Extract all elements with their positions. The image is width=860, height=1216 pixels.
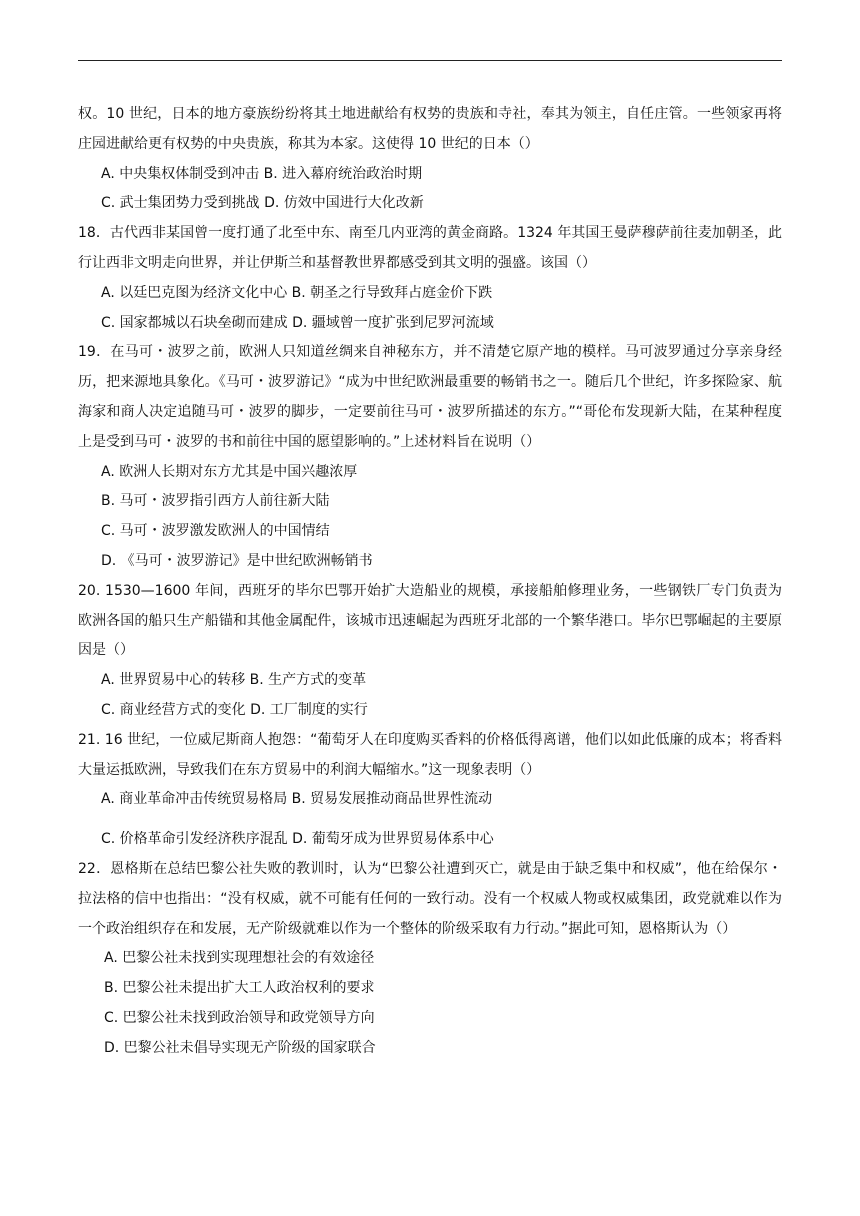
option-line: C. 巴黎公社未找到政治领导和政党领导方向	[104, 1009, 375, 1026]
option-line: A. 欧洲人长期对东方尤其是中国兴趣浓厚	[101, 463, 358, 480]
option-line: D. 《马可・波罗游记》是中世纪欧洲畅销书	[101, 552, 373, 569]
question-22-text: 22．恩格斯在总结巴黎公社失败的教训时，认为“巴黎公社遭到灭亡，就是由于缺乏集中和权威”，他在给保尔・拉法格的信中也指出：“没有权威，就不可能有任何的一致行动。没有一个权威人物或权威集团，政党就难以作为一个政治组织存在和发展，无产阶级就难以作为一个整体的阶级采取有力行动。”据此可知，恩格斯认为（）	[78, 860, 782, 937]
option-line: C. 商业经营方式的变化 D. 工厂制度的实行	[101, 701, 368, 718]
option-line: A. 商业革命冲击传统贸易格局 B. 贸易发展推动商品世界性流动	[101, 791, 493, 808]
question-18-text: 18．古代西非某国曾一度打通了北至中东、南至几内亚湾的黄金商路。1324 年其国王曼萨穆萨前往麦加朝圣，此行让西非文明走向世界，并让伊斯兰和基督教世界都感受到其文明的强盛。该国（）	[78, 225, 782, 271]
exam-page-content	[78, 100, 782, 1064]
option-line: D. 巴黎公社未倡导实现无产阶级的国家联合	[104, 1039, 376, 1056]
question-21-text: 21. 16 世纪，一位威尼斯商人抱怨：“葡萄牙人在印度购买香料的价格低得离谱，他们以如此低廉的成本；将香料大量运抵欧洲，导致我们在东方贸易中的利润大幅缩水。”这一现象表明（）	[78, 731, 782, 778]
option-line: C. 武士集团势力受到挑战 D. 仿效中国进行大化改新	[101, 195, 424, 212]
question-20-text: 20. 1530—1600 年间，西班牙的毕尔巴鄂开始扩大造船业的规模，承接船舶修理业务，一些钢铁厂专门负责为欧洲各国的船只生产船锚和其他金属配件，该城市迅速崛起为西班牙北部的一个繁华港口。毕尔巴鄂崛起的主要原因是（）	[78, 582, 782, 659]
header-rule	[78, 60, 782, 61]
question-continuation-text: 权。10 世纪，日本的地方豪族纷纷将其土地进献给有权势的贵族和寺社，奉其为领主，自任庄管。一些领家再将庄园进献给更有权势的中央贵族，称其为本家。这使得 10 世纪的日本（）	[78, 106, 782, 152]
option-line: A. 世界贸易中心的转移 B. 生产方式的变革	[101, 672, 367, 689]
option-line: A. 巴黎公社未找到实现理想社会的有效途径	[104, 950, 375, 967]
option-line: A. 中央集权体制受到冲击 B. 进入幕府统治政治时期	[101, 165, 423, 182]
option-line: C. 国家都城以石块垒砌而建成 D. 疆域曾一度扩张到尼罗河流域	[101, 314, 494, 331]
option-line: C. 价格革命引发经济秩序混乱 D. 葡萄牙成为世界贸易体系中心	[101, 831, 494, 848]
option-line: B. 巴黎公社未提出扩大工人政治权利的要求	[104, 980, 375, 997]
option-line: B. 马可・波罗指引西方人前往新大陆	[101, 493, 330, 510]
option-line: C. 马可・波罗激发欧洲人的中国情结	[101, 523, 330, 540]
question-19-text: 19．在马可・波罗之前，欧洲人只知道丝绸来自神秘东方，并不清楚它原产地的模样。马可波罗通过分享亲身经历，把来源地具象化。《马可・波罗游记》“成为中世纪欧洲最重要的畅销书之一。随后几个世纪，许多探险家、航海家和商人决定追随马可・波罗的脚步，一定要前往马可・波罗所描述的东方。”“哥伦布发现新大陆，在某种程度上是受到马可・波罗的书和前往中国的愿望影响的。”上述材料旨在说明（）	[78, 344, 782, 450]
option-line: A. 以廷巴克图为经济文化中心 B. 朝圣之行导致拜占庭金价下跌	[101, 284, 493, 301]
